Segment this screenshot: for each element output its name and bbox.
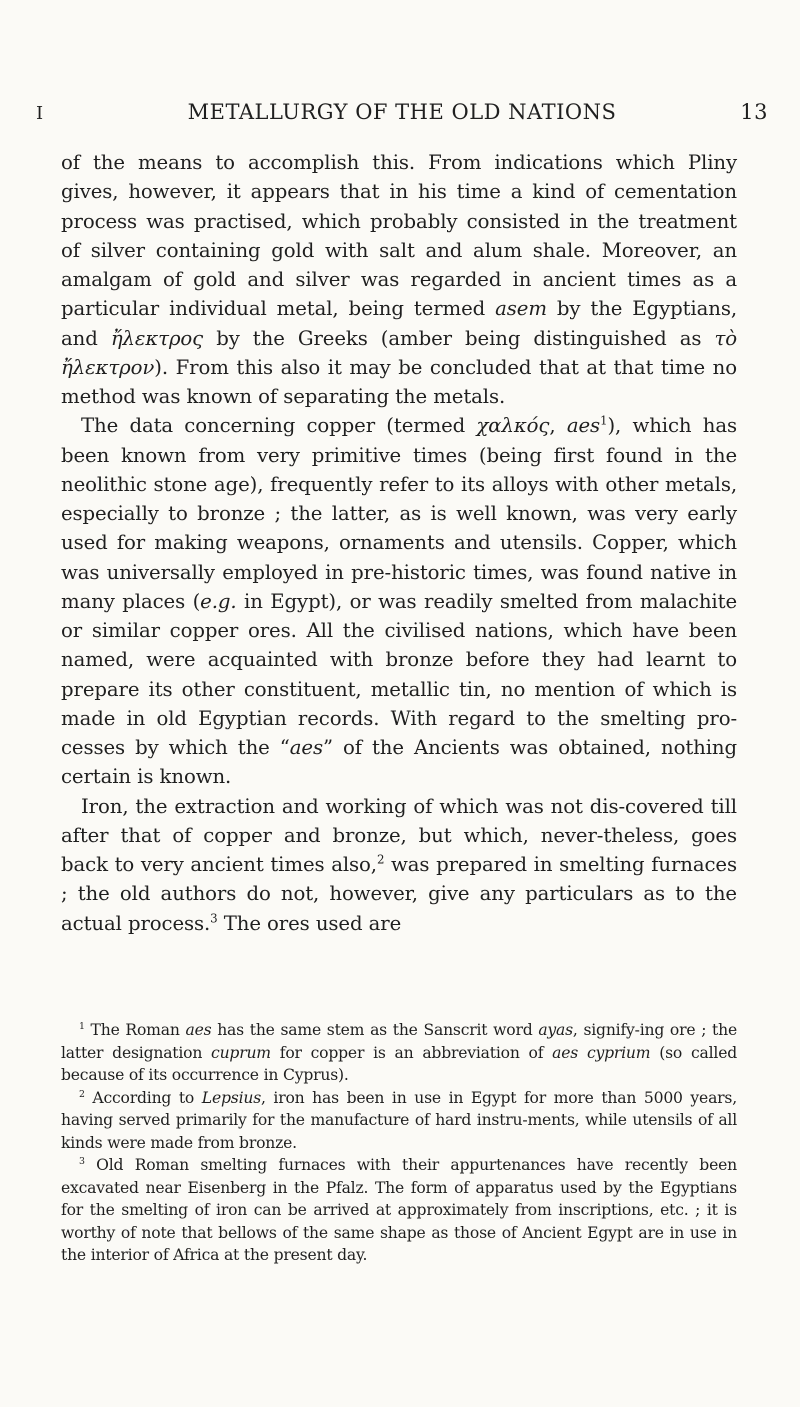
paragraph-1: of the means to accomplish this. From indications which Pliny gives, however, it appears that in his time a kind of cementation process was practised, which probably consisted in the treatment of silver containing gold with salt and alum shale. Moreover, an amalgam of gold and silver was regarded in ancient times as a particular individual metal, being termed asem by the Egyptians, and ἤλεκτρος by the Greeks (amber being distinguished as τὸ ἤλεκτρον). From this also it may be concluded that at that time no method was known of separating the metals. xyxy=(61,151,737,408)
greek-term: τὸ ἤλεκτρον xyxy=(61,326,737,379)
chapter-number: I xyxy=(36,103,44,124)
footnote-1: $^1$ The Roman aes has the same stem as the Sanscrit word ayas, signify-ing ore ; the latter designation cuprum for copper is an abbreviation of aes cyprium (so called because of its occurrence in Cyprus). xyxy=(61,1020,737,1084)
term-asem: asem xyxy=(495,297,547,321)
footnote-ref: 2 xyxy=(376,852,385,867)
footnotes xyxy=(61,1019,737,1267)
running-header xyxy=(36,100,768,126)
main-text xyxy=(61,148,737,938)
term-eg: e.g. xyxy=(200,589,237,613)
term-aes: aes xyxy=(566,414,601,438)
footnote-ref: 1 xyxy=(600,413,608,428)
footnote-ref: 3 xyxy=(210,910,218,925)
greek-term: χαλκός xyxy=(476,414,550,438)
paragraph-3: Iron, the extraction and working of which was not dis-covered till after that of copper and bronze, but which, never-theless, goes back to very ancient times also,$^2$ was prepared in smelting furnaces ; the old authors do not, however, give any particulars as to the actual process.$^3$ The ores used are xyxy=(61,794,737,935)
term-aes: aes xyxy=(289,736,323,759)
paragraph-2: The data concerning copper (termed χαλκός, aes$^1$), which has been known from very primitive times (being first found in the neolithic stone age), frequently refer to its alloys with other metals, especially to bronze ; the latter, as is well known, was very early used for making weapons, ornaments and utensils. Copper, which was universally employed in pre-historic times, was found native in many places (e.g. in Egypt), or was readily smelted from malachite or similar copper ores. All the civilised nations, which have been named, were acquainted with bronze before they had learnt to prepare its other constituent, metallic tin, no mention of which is made in old Egyptian records. With regard to the smelting pro-cesses by which the “aes” of the Ancients was obtained, nothing certain is known. xyxy=(61,413,738,789)
footnote-3: $^3$ Old Roman smelting furnaces with their appurtenances have recently been excavated near Eisenberg in the Pfalz. The form of apparatus used by the Egyptians for the smelting of iron can be arrived at approximately from inscriptions, etc. ; it is worthy of note that bellows of the same shape as those of Ancient Egypt are in use in the interior of Africa at the present day. xyxy=(61,1155,737,1264)
page-number: 13 xyxy=(740,100,768,124)
greek-term: ἤλεκτρος xyxy=(110,326,204,350)
footnote-2: $^2$ According to Lepsius, iron has been in use in Egypt for more than 5000 years, having served primarily for the manufacture of hard instru-ments, while utensils of all kinds were made from bronze. xyxy=(61,1088,737,1152)
running-title: METALLURGY OF THE OLD NATIONS xyxy=(187,100,617,124)
